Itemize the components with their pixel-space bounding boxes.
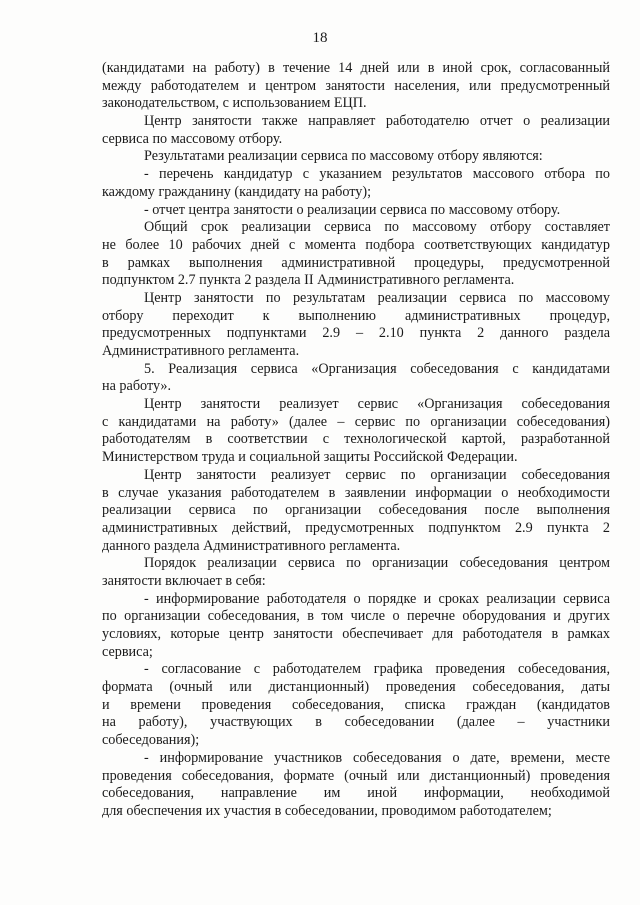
text-line: 5. Реализация сервиса «Организация собеседования с кандидатами xyxy=(144,360,610,377)
text-line: реализации сервиса по организации собеседования после выполнения xyxy=(102,502,610,519)
text-line: для обеспечения их участия в собеседовании, проводимом работодателем; xyxy=(102,802,552,819)
text-line: работодателям в соответствии с технологической картой, разработанной xyxy=(102,431,610,448)
text-line: подпунктом 2.7 пункта 2 раздела II Административного регламента. xyxy=(102,272,515,289)
text-line: каждому гражданину (кандидату на работу); xyxy=(102,183,372,200)
text-line: на работу), участвующих в собеседовании (далее – участники xyxy=(102,714,610,731)
text-line: формата (очный или дистанционный) проведения собеседования, даты xyxy=(102,679,610,696)
text-line: в случае указания работодателем в заявлении информации о необходимости xyxy=(102,484,610,501)
text-line: Министерством труда и социальной защиты Российской Федерации. xyxy=(102,449,518,466)
text-line: Центр занятости также направляет работодателю отчет о реализации xyxy=(144,113,610,130)
text-line: законодательством, с использованием ЕЦП. xyxy=(102,95,367,112)
text-line: отбору переходит к выполнению административных процедур, xyxy=(102,307,610,324)
text-line: Административного регламента. xyxy=(102,343,300,359)
text-line: административных действий, предусмотренных подпунктом 2.9 пункта 2 xyxy=(102,519,610,536)
text-line: - перечень кандидатур с указанием результатов массового отбора по xyxy=(144,166,610,183)
text-line: - согласование с работодателем графика проведения собеседования, xyxy=(144,661,610,678)
text-line: собеседования, направление им иной информации, необходимой xyxy=(102,785,610,802)
text-line: Результатами реализации сервиса по массовому отбору являются: xyxy=(144,148,543,165)
text-line: предусмотренных подпунктами 2.9 – 2.10 пункта 2 данного раздела xyxy=(102,325,610,342)
text-line: между работодателем и центром занятости населения, или предусмотренный xyxy=(102,77,610,94)
text-line: Общий срок реализации сервиса по массовому отбору составляет xyxy=(144,219,610,236)
text-line: - информирование участников собеседования о дате, времени, месте xyxy=(144,749,610,766)
page-number: 18 xyxy=(312,30,328,46)
document-body xyxy=(102,60,610,821)
text-line: данного раздела Административного регламента. xyxy=(102,537,401,554)
text-line: сервиса по массовому отбору. xyxy=(102,130,283,147)
text-line: условиях, которые центр занятости обеспечивает для работодателя в рамках xyxy=(102,626,610,642)
text-line: (кандидатами на работу) в течение 14 дней или в иной срок, согласованный xyxy=(102,60,610,76)
text-line: на работу». xyxy=(102,378,172,395)
text-line: Порядок реализации сервиса по организации собеседования центром xyxy=(144,555,610,572)
text-line: - информирование работодателя о порядке и сроках реализации сервиса xyxy=(144,590,610,607)
text-line: по организации собеседования, в том числе о перечне оборудования и других xyxy=(102,608,610,625)
text-line: сервиса; xyxy=(102,643,153,660)
text-line: не более 10 рабочих дней с момента подбора соответствующих кандидатур xyxy=(102,236,610,253)
text-line: Центр занятости реализует сервис по организации собеседования xyxy=(144,466,610,483)
text-line: - отчет центра занятости о реализации сервиса по массовому отбору. xyxy=(144,201,561,218)
text-line: с кандидатами на работу» (далее – сервис по организации собеседования) xyxy=(102,413,610,430)
text-line: собеседования); xyxy=(102,732,200,749)
text-line: и времени проведения собеседования, списка граждан (кандидатов xyxy=(102,696,610,713)
text-line: Центр занятости реализует сервис «Организация собеседования xyxy=(144,396,610,413)
text-line: в рамках выполнения административной процедуры, предусмотренной xyxy=(102,254,610,271)
text-line: проведения собеседования, формате (очный или дистанционный) проведения xyxy=(102,767,610,784)
text-line: Центр занятости по результатам реализации сервиса по массовому xyxy=(144,289,610,306)
text-line: занятости включает в себя: xyxy=(102,572,266,589)
